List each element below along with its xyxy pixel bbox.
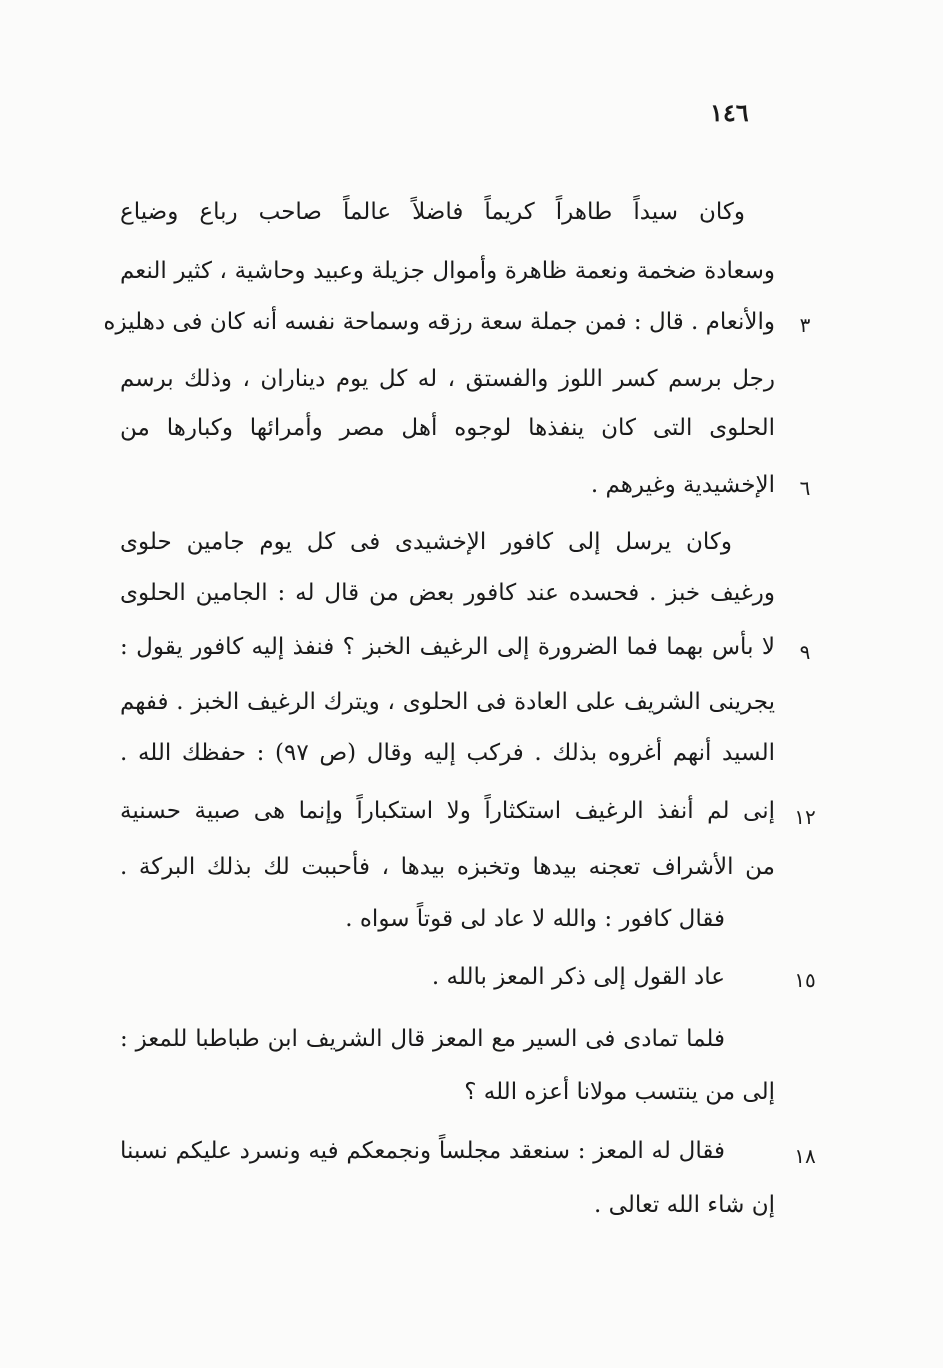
text-line-4: رجل برسم كسر اللوز والفستق ، له كل يوم ديناران ، وذلك برسم: [120, 366, 775, 392]
section-heading: عاد القول إلى ذكر المعز بالله .: [431, 964, 725, 990]
text-line-19: إن شاء الله تعالى .: [594, 1192, 775, 1218]
text-line-8: ورغيف خبز . فحسده عند كافور بعض من قال له : الجامين الحلوى: [120, 580, 775, 606]
text-line-11: السيد أنهم أغروه بذلك . فركب إليه وقال (ص ٩٧) : حفظك الله .: [120, 740, 775, 766]
text-line-17: إلى من ينتسب مولانا أعزه الله ؟: [464, 1079, 775, 1105]
text-line-16: فلما تمادى فى السير مع المعز قال الشريف ابن طباطبا للمعز :: [120, 1026, 725, 1052]
text-line-2: وسعادة ضخمة ونعمة ظاهرة وأموال جزيلة وعبيد وحاشية ، كثير النعم: [120, 258, 775, 284]
text-line-3: والأنعام . قال : فمن جملة سعة رزقه وسماحة نفسه أنه كان فى دهليزه: [103, 309, 775, 335]
text-line-1: وكان سيداً طاهراً كريماً فاضلاً عالماً صاحب رباع وضياع: [120, 199, 745, 225]
text-line-13: من الأشراف تعجنه بيدها وتخبزه بيدها ، فأحببت لك بذلك البركة .: [120, 854, 775, 880]
page-number: ١٤٦: [710, 98, 749, 127]
line-number-3: ٣: [799, 313, 811, 337]
line-number-12: ١٢: [794, 805, 816, 829]
line-number-15: ١٥: [794, 968, 816, 992]
text-line-7: وكان يرسل إلى كافور الإخشيدى فى كل يوم جامين حلوى: [120, 529, 732, 555]
text-line-14: فقال كافور : والله لا عاد لى قوتاً سواه .: [345, 906, 725, 932]
text-line-12: إنى لم أنفذ الرغيف استكثاراً ولا استكباراً وإنما هى صبية حسنية: [120, 798, 775, 824]
line-number-6: ٦: [799, 476, 811, 500]
text-line-10: يجرينى الشريف على العادة فى الحلوى ، ويترك الرغيف الخبز . ففهم: [120, 689, 775, 715]
text-line-18: فقال له المعز : سنعقد مجلساً ونجمعكم فيه ونسرد عليكم نسبنا: [120, 1138, 725, 1164]
text-line-6: الإخشيدية وغيرهم .: [590, 472, 775, 498]
text-line-9: لا بأس بهما فما الضرورة إلى الرغيف الخبز ؟ فنفذ إليه كافور يقول :: [120, 634, 775, 660]
line-number-9: ٩: [799, 640, 811, 664]
line-number-18: ١٨: [794, 1144, 816, 1168]
text-line-5: الحلوى التى كان ينفذها لوجوه أهل مصر وأمرائها وكبارها من: [120, 415, 775, 441]
